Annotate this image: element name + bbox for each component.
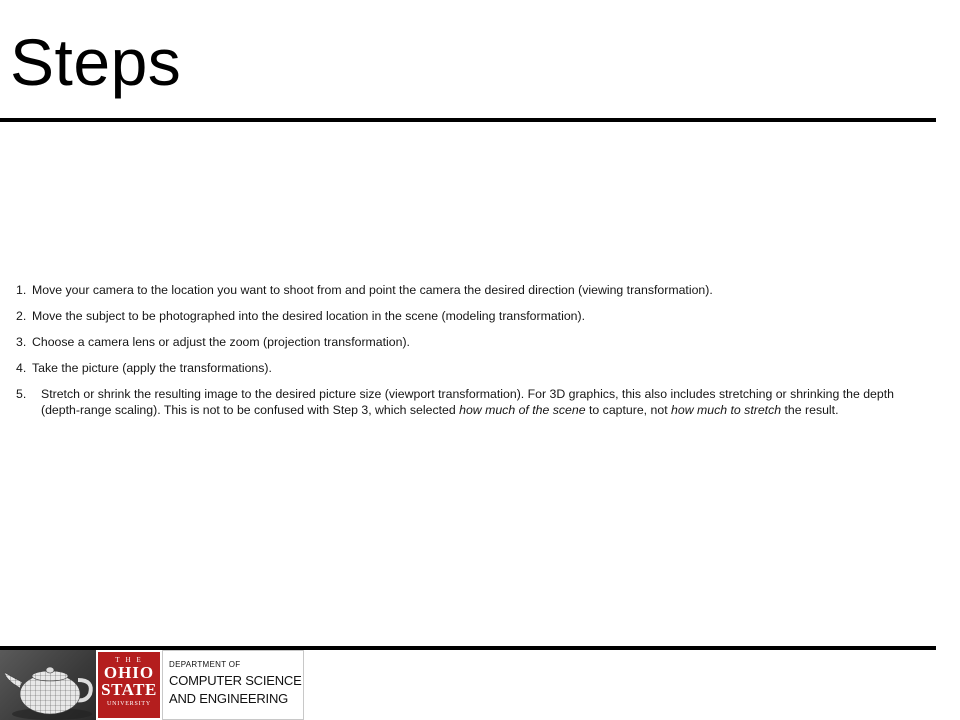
- footer: [0, 650, 304, 720]
- logo-state: STATE: [101, 680, 157, 699]
- step-number: 1.: [16, 283, 27, 297]
- university-logo: [98, 652, 160, 718]
- logo-university: UNIVERSITY: [107, 701, 151, 707]
- steps-list: [16, 282, 916, 428]
- logo-the: THE: [115, 656, 147, 664]
- logo-ohio: OHIO: [103, 663, 155, 682]
- step-number: 3.: [16, 335, 27, 349]
- department-line: AND ENGINEERING: [169, 691, 289, 706]
- list-item: [16, 334, 916, 350]
- department-line: COMPUTER SCIENCE: [169, 673, 302, 688]
- step-emphasis: how much to stretch: [671, 403, 782, 417]
- step-text-part: Stretch or shrink the resulting image to the desired picture size (viewport transformation). For 3D graphics, this also includes stretching or shrinking the depth (depth-range scaling). This is not to be confused with Step 3, which selected: [41, 387, 894, 417]
- step-emphasis: how much of the scene: [459, 403, 586, 417]
- list-item: [16, 282, 916, 298]
- step-text: Move the subject to be photographed into the desired location in the scene (modeling transformation).: [32, 309, 586, 323]
- slide-title: Steps: [10, 25, 182, 99]
- step-number: 4.: [16, 361, 27, 375]
- step-text-part: the result.: [781, 403, 839, 417]
- step-number: 5.: [16, 387, 27, 401]
- title-divider: [0, 118, 936, 122]
- step-text: Choose a camera lens or adjust the zoom (projection transformation).: [32, 335, 410, 349]
- step-text-part: to capture, not: [585, 403, 672, 417]
- teapot-icon: [0, 650, 96, 720]
- department-name: [162, 650, 304, 720]
- list-item: [16, 386, 916, 418]
- teapot-image: [0, 650, 96, 720]
- list-item: [16, 360, 916, 376]
- list-item: [16, 308, 916, 324]
- step-number: 2.: [16, 309, 27, 323]
- step-text: Move your camera to the location you want to shoot from and point the camera the desired direction (viewing transformation).: [32, 283, 713, 297]
- department-line: DEPARTMENT OF: [169, 660, 241, 669]
- step-text: Take the picture (apply the transformations).: [32, 361, 272, 375]
